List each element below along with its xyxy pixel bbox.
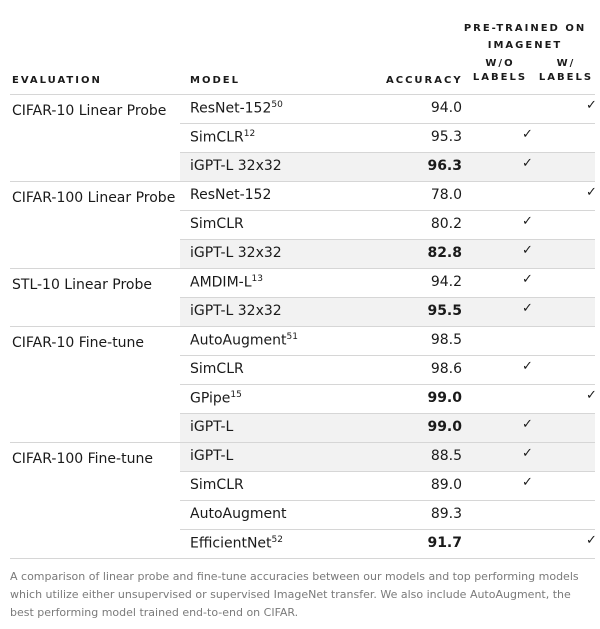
- table-row: [180, 529, 595, 558]
- model-name: [190, 390, 242, 407]
- citation-number: 13: [251, 274, 263, 284]
- checkmark-icon: ✓: [522, 272, 533, 287]
- table-row: [180, 413, 595, 442]
- accuracy-value: 80.2: [430, 216, 462, 232]
- model-name: [190, 216, 244, 232]
- model-name: [190, 274, 263, 291]
- table-row: [180, 443, 595, 471]
- checkmark-icon: ✓: [522, 214, 533, 229]
- model-name: [190, 506, 286, 522]
- citation-number: 50: [271, 100, 283, 110]
- accuracy-value: 96.3: [427, 158, 462, 174]
- table-row: [180, 297, 595, 326]
- group-label: STL-10 Linear Probe: [12, 277, 152, 293]
- model-name: [190, 361, 244, 377]
- accuracy-value: 78.0: [430, 187, 462, 203]
- table-caption: A comparison of linear probe and fine-tune accuracies between our models and top performing models which utilize either unsupervised or supervised ImageNet transfer. We also include AutoAugment, the best performing model trained end-to-end on CIFAR.: [10, 570, 579, 619]
- table-group: [10, 181, 595, 268]
- checkmark-icon: ✓: [586, 388, 597, 403]
- table-row: [180, 471, 595, 500]
- model-name-text: ResNet-152: [190, 100, 272, 117]
- model-name: [190, 129, 255, 146]
- accuracy-value: 88.5: [430, 448, 462, 464]
- table-row: [180, 123, 595, 152]
- checkmark-icon: ✓: [522, 417, 533, 432]
- checkmark-icon: ✓: [586, 533, 597, 548]
- citation-number: 12: [243, 129, 256, 139]
- table-group: [10, 326, 595, 442]
- model-name: [190, 535, 283, 552]
- accuracy-value: 99.0: [427, 419, 462, 435]
- model-name: [190, 448, 233, 464]
- header-model: MODEL: [190, 75, 240, 86]
- accuracy-value: 95.3: [430, 129, 462, 145]
- group-label: CIFAR-100 Linear Probe: [12, 190, 176, 206]
- checkmark-icon: ✓: [522, 243, 533, 258]
- table-row: [180, 95, 595, 123]
- model-name-text: SimCLR: [190, 216, 244, 232]
- model-name-text: SimCLR: [190, 129, 244, 146]
- table-group: [10, 94, 595, 181]
- model-name-text: AutoAugment: [190, 332, 287, 349]
- group-label: CIFAR-100 Fine-tune: [12, 451, 153, 467]
- citation-number: 52: [271, 535, 283, 545]
- accuracy-value: 99.0: [427, 390, 462, 406]
- model-name-text: AutoAugment: [190, 506, 287, 522]
- table-row: [180, 152, 595, 181]
- model-name: [190, 245, 282, 261]
- table-row: [180, 239, 595, 268]
- accuracy-value: 82.8: [427, 245, 462, 261]
- table-row: [180, 182, 595, 210]
- model-name: [190, 303, 282, 319]
- model-name-text: AMDIM-L: [190, 274, 252, 291]
- model-name: [190, 100, 283, 117]
- accuracy-value: 94.0: [430, 100, 462, 116]
- citation-number: 15: [230, 390, 242, 400]
- header-accuracy: ACCURACY: [386, 75, 463, 86]
- table-row: [180, 210, 595, 239]
- checkmark-icon: ✓: [586, 185, 597, 200]
- model-name-text: SimCLR: [190, 477, 244, 493]
- checkmark-icon: ✓: [586, 98, 597, 113]
- model-name-text: iGPT-L 32x32: [190, 245, 282, 261]
- header-wo-labels: W/O LABELS: [472, 58, 528, 83]
- table-row: [180, 327, 595, 355]
- table-row: [180, 384, 595, 413]
- accuracy-value: 98.6: [430, 361, 462, 377]
- table-bottom-border: [10, 558, 595, 559]
- checkmark-icon: ✓: [522, 446, 533, 461]
- table-group: [10, 442, 595, 558]
- table-header: [10, 0, 595, 94]
- model-name: [190, 158, 282, 174]
- model-name-text: GPipe: [190, 390, 231, 407]
- model-name-text: SimCLR: [190, 361, 244, 377]
- accuracy-value: 89.3: [430, 506, 462, 522]
- checkmark-icon: ✓: [522, 127, 533, 142]
- checkmark-icon: ✓: [522, 475, 533, 490]
- model-name-text: EfficientNet: [190, 535, 272, 552]
- table-row: [180, 500, 595, 529]
- accuracy-value: 98.5: [430, 332, 462, 348]
- header-evaluation: EVALUATION: [12, 75, 102, 86]
- checkmark-icon: ✓: [522, 359, 533, 374]
- model-name-text: iGPT-L: [190, 419, 234, 435]
- group-label: CIFAR-10 Fine-tune: [12, 335, 145, 351]
- model-name: [190, 477, 244, 493]
- model-name-text: ResNet-152: [190, 187, 272, 203]
- model-name-text: iGPT-L 32x32: [190, 303, 282, 319]
- accuracy-value: 94.2: [430, 274, 462, 290]
- model-name-text: iGPT-L: [190, 448, 234, 464]
- accuracy-value: 89.0: [430, 477, 462, 493]
- header-pretrained: PRE-TRAINED ON IMAGENET: [463, 23, 587, 51]
- citation-number: 51: [286, 332, 298, 342]
- model-name: [190, 332, 298, 349]
- group-label: CIFAR-10 Linear Probe: [12, 103, 167, 119]
- results-table: [10, 0, 595, 559]
- model-name-text: iGPT-L 32x32: [190, 158, 282, 174]
- table-row: [180, 355, 595, 384]
- model-name: [190, 187, 271, 203]
- model-name: [190, 419, 233, 435]
- table-body: [10, 94, 595, 558]
- accuracy-value: 91.7: [427, 535, 462, 551]
- checkmark-icon: ✓: [522, 156, 533, 171]
- checkmark-icon: ✓: [522, 301, 533, 316]
- header-w-labels: W/ LABELS: [538, 58, 594, 83]
- accuracy-value: 95.5: [427, 303, 462, 319]
- table-group: [10, 268, 595, 326]
- table-row: [180, 269, 595, 297]
